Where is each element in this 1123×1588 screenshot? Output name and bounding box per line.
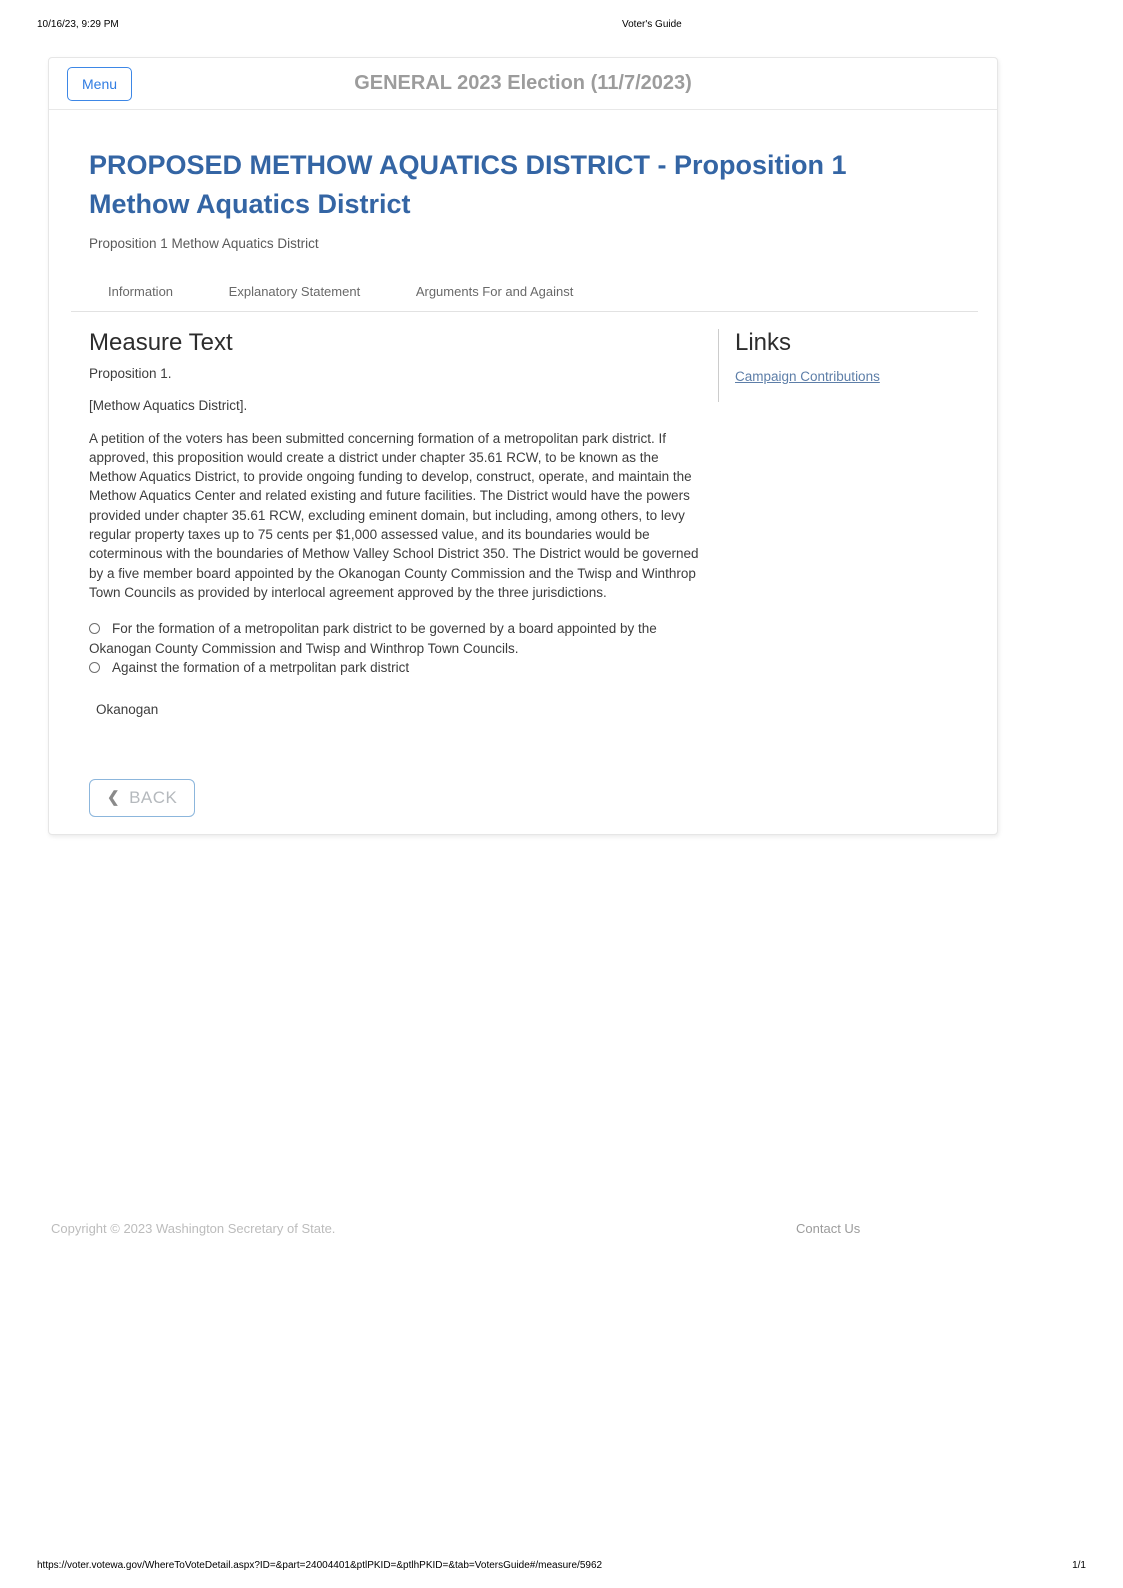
contact-us-link[interactable]: Contact Us [796, 1221, 861, 1236]
chevron-left-icon: ❮ [107, 789, 121, 807]
back-button[interactable] [89, 779, 195, 817]
menu-button[interactable]: Menu [67, 67, 132, 101]
links-heading: Links [735, 329, 792, 356]
radio-button-icon[interactable] [89, 623, 100, 634]
measure-paragraph-district: [Methow Aquatics District]. [89, 398, 248, 414]
ballot-option-for [89, 619, 701, 658]
card-header [49, 58, 997, 110]
tab-arguments-for-and-against[interactable]: Arguments For and Against [415, 284, 574, 299]
election-title: GENERAL 2023 Election (11/7/2023) [354, 72, 692, 94]
measure-title [89, 146, 989, 224]
content-columns [89, 329, 997, 817]
measure-title-line-2: Methow Aquatics District [89, 189, 411, 219]
campaign-contributions-link[interactable]: Campaign Contributions [735, 369, 880, 384]
print-footer [37, 1560, 1086, 1574]
print-header [37, 19, 1086, 33]
ballot-options [89, 619, 701, 678]
print-datetime: 10/16/23, 9:29 PM [37, 19, 119, 30]
radio-button-icon[interactable] [89, 662, 100, 673]
measure-text-heading: Measure Text [89, 329, 233, 356]
measure-subtitle: Proposition 1 Methow Aquatics District [89, 236, 319, 251]
voters-guide-card [48, 57, 998, 835]
back-button-label: BACK [129, 787, 178, 807]
tab-explanatory-statement[interactable]: Explanatory Statement [228, 284, 361, 299]
county-label: Okanogan [96, 701, 159, 717]
measure-title-line-1: PROPOSED METHOW AQUATICS DISTRICT - Proposition 1 [89, 150, 847, 180]
links-column [718, 329, 968, 402]
ballot-option-against-label: Against the formation of a metrpolitan park district [112, 660, 410, 676]
measure-paragraph-body: A petition of the voters has been submitted concerning formation of a metropolitan park district. If approved, this proposition would create a district under chapter 35.61 RCW, to be known as the Methow Aquatics District, to provide ongoing funding to develop, construct, operate, and maintain the Methow Aquatics Center and related existing and future facilities. The District would have the powers provided under chapter 35.61 RCW, excluding eminent domain, but including, among others, to levy regular property taxes up to 75 cents per $1,000 assessed value, and its boundaries would be coterminous with the boundaries of Methow Valley School District 350. The District would be governed by a five member board appointed by the Okanogan County Commission and the Twisp and Winthrop Town Councils as provided by interlocal agreement approved by the three jurisdictions. [89, 430, 699, 600]
print-url: https://voter.votewa.gov/WhereToVoteDetail.aspx?ID=&part=24004401&ptlPKID=&ptlhPKID=&tab=VotersGuide#/measure/5962 [37, 1560, 603, 1571]
measure-text-column [89, 329, 701, 817]
measure-paragraph-proposition: Proposition 1. [89, 366, 172, 381]
print-doc-title: Voter's Guide [622, 19, 682, 30]
print-page-number: 1/1 [1072, 1560, 1086, 1571]
tab-bar [71, 284, 978, 312]
ballot-option-for-label: For the formation of a metropolitan park district to be governed by a board appointed by the Okanogan County Commission and Twisp and Winthrop Town Councils. [89, 621, 657, 656]
site-footer [0, 1221, 1123, 1237]
tab-information[interactable]: Information [108, 284, 174, 299]
copyright-text: Copyright © 2023 Washington Secretary of State. [51, 1221, 336, 1236]
card-body [49, 110, 997, 817]
ballot-option-against [89, 658, 701, 678]
